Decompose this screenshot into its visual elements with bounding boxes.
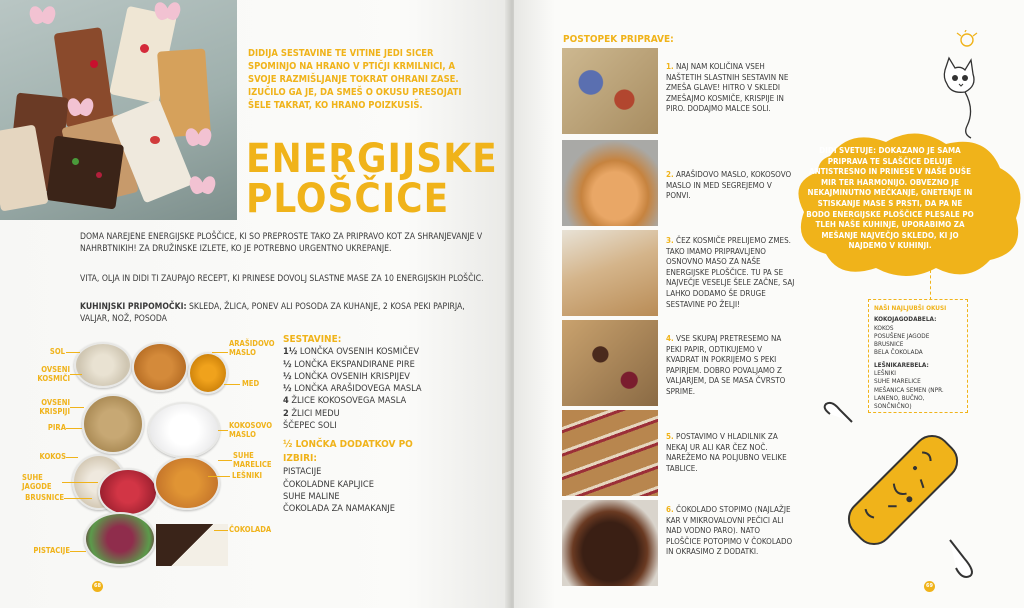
ingredient-item: ½ LONČKA EKSPANDIRANE PIRE — [283, 358, 415, 370]
label-med: MED — [242, 379, 260, 388]
title-line-2: PLOŠČICE — [246, 176, 450, 222]
fav-item: BRUSNICE — [874, 340, 904, 349]
steps-title: POSTOPEK PRIPRAVE: — [563, 34, 674, 45]
label-kokos: KOKOS — [39, 452, 66, 461]
step-photo-5 — [562, 410, 658, 496]
step-5: 5. POSTAVIMO V HLADILNIK ZA NEKAJ UR ALI KAR ČEZ NOČ. NAREŽEMO NA POLJUBNO VELIKE TABLICE. — [666, 432, 787, 473]
step-photo-2 — [562, 140, 658, 226]
ingredient-item: ½ LONČKA OVSENIH KRISPIJEV — [283, 370, 410, 382]
title-line-1: ENERGIJSKE — [246, 136, 498, 182]
fav-item: SUHE MARELICE — [874, 377, 921, 386]
ingredients-title: SESTAVINE: — [283, 334, 342, 345]
kitchen-tools-label: KUHINJSKI PRIPOMOČKI: — [80, 302, 187, 312]
cat-doodle-icon — [935, 30, 985, 140]
label-arasidovo-maslo: ARAŠIDOVO MASLO — [229, 339, 275, 357]
step-photo-1 — [562, 48, 658, 134]
label-ovseni-kosmici: OVSENI KOSMIČI — [37, 365, 70, 383]
label-pistacije: PISTACIJE — [33, 546, 70, 555]
fav-title: NAŠI NAJLJUBŠI OKUSI — [874, 304, 947, 312]
page-title — [246, 136, 498, 222]
fav-group-name: KOKOJAGODABELA: — [874, 315, 937, 324]
label-suhe-jagode: SUHE JAGODE — [22, 473, 52, 491]
label-cokolada: ČOKOLADA — [229, 525, 272, 534]
fav-item: KOKOS — [874, 323, 894, 332]
step-4: 4. VSE SKUPAJ PRETRESEMO NA PEKI PAPIR, ODTIKUJEMO V KVADRAT IN POKRIJEMO S PEKI PAPIRJEM. DOBRO POVALJAMO Z VALJARJEM, DA SE MASA ČVRSTO SPRIME. — [666, 334, 786, 396]
step-6: 6. ČOKOLADO STOPIMO (NAJLAŽJE KAR V MIKROVALOVNI PEČICI ALI NAD VODNO PARO). NATO PLOŠČICE POTOPIMO V ČOKOLADO IN OKRASIMO Z DODATKI. — [666, 505, 793, 557]
step-photo-3 — [562, 230, 658, 316]
optional-list — [283, 466, 473, 515]
optional-item: ČOKOLADA ZA NAMAKANJE — [283, 503, 395, 515]
ingredient-item: 4 ŽLICE KOKOSOVEGA MASLA — [283, 395, 407, 407]
ingredient-item: ŠČEPEC SOLI — [283, 420, 337, 432]
kitchen-tools — [80, 301, 490, 325]
ingredient-item: 2 ŽLICI MEDU — [283, 407, 340, 419]
step-photo-6 — [562, 500, 658, 586]
optional-item: ČOKOLADNE KAPLJICE — [283, 478, 374, 490]
label-lesniki: LEŠNIKI — [232, 471, 263, 480]
page-number-right: 69 — [924, 581, 935, 592]
fav-item: LEŠNIKI — [874, 369, 896, 378]
page-number-left: 68 — [92, 581, 103, 592]
fav-item: POSUŠENE JAGODE — [874, 331, 930, 340]
tip-label: DIDI SVETUJE: — [819, 146, 876, 155]
fav-group-name: LEŠNIKAREBELA: — [874, 360, 929, 369]
tip-text: DIDI SVETUJE: DOKAZANO JE SAMA PRIPRAVA TE SLAŠČICE DELUJE ANTISTRESNO IN PRINESE V NAŠE DUŠE MIR TER HARMONIJO. OBVEZNO JE NEKAJMINUTNO MEČKANJE, GNETENJE IN STISKANJE MASE S PRSTI, DA PA NE BODO ENERGIJSKE PLOŠČICE PLESALE PO TLEH NAŠE KUHINJE, UPORABIMO ZA MEŠANJE NAJVEČJO SKLEDO, KI JO NAJDEMO V KUHINJI. — [806, 146, 974, 251]
favorite-flavors-box — [868, 299, 968, 413]
step-photo-4 — [562, 320, 658, 406]
left-page — [0, 0, 510, 608]
recipe-note-paragraph: VITA, OLJA IN DIDI TI ZAUPAJO RECEPT, KI PRINESE DOVOLJ SLASTNE MASE ZA 10 ENERGIJSKIH PLOŠČIC. — [80, 274, 484, 284]
hero-photo-energy-bars — [0, 0, 237, 220]
optional-title: ½ LONČKA DODATKOV PO IZBIRI: — [283, 439, 413, 465]
label-brusnice: BRUSNICE — [25, 493, 64, 502]
step-1: 1. NAJ NAM KOLIČINA VSEH NAŠTETIH SLASTNIH SESTAVIN NE ZMEŠA GLAVE! HITRO V SKLEDI ZMEŠAJMO KOSMIČE, KRISPIJE IN PIRO. DODAJMO MALCE SOLI. — [666, 62, 789, 114]
description-paragraph: DOMA NAREJENE ENERGIJSKE PLOŠČICE, KI SO PREPROSTE TAKO ZA PRIPRAVO KOT ZA SHRANJEVANJE V NAHRBTNIKIH! ZA DRUŽINSKE IZLETE, KO JE POTREBNO URGENTNO UKREPANJE. — [80, 232, 483, 254]
ingredient-item: 1½ LONČKA OVSENIH KOSMIČEV — [283, 346, 420, 358]
ingredients-photo-grid — [76, 342, 226, 564]
label-pira: PIRA — [47, 423, 66, 432]
intro-text: DIDIJA SESTAVINE TE VITINE JEDI SICER SPOMINJO NA HRANO V PTIČJI KRMILNICI, A SVOJE RAZMIŠLJANJE TOKRAT OHRANI ZASE. IZUČILO GA JE, DA SMEŠ O OKUSU PRESOJATI ŠELE TAKRAT, KO HRANO POIZKUSIŠ. — [248, 48, 462, 111]
label-ovseni-krispiji: OVSENI KRISPIJI — [39, 398, 70, 416]
label-kokosovo-maslo: KOKOSOVO MASLO — [229, 421, 273, 439]
kitchen-tools-text: SKLEDA, ŽLICA, PONEV ALI POSODA ZA KUHANJE, 2 KOSA PEKI PAPIRJA, VALJAR, NOŽ, POSODA — [80, 302, 465, 324]
optional-item: SUHE MALINE — [283, 490, 340, 502]
ingredients-list — [283, 346, 473, 432]
step-2: 2. ARAŠIDOVO MASLO, KOKOSOVO MASLO IN MED SEGREJEMO V PONVI. — [666, 170, 792, 201]
ingredient-item: ½ LONČKA ARAŠIDOVEGA MASLA — [283, 383, 422, 395]
step-3: 3. ČEZ KOSMIČE PRELIJEMO ZMES. TAKO IMAMO PRIPRAVLJENO OSNOVNO MASO ZA NAŠE ENERGIJSKE PLOŠČICE. TU PA SE NAJVEČJE VESELJE ŠELE ZAČNE, SAJ LAHKO DODAMO ŠE DRUGE SESTAVINE PO ŽELJI! — [666, 236, 795, 309]
optional-item: PISTACIJE — [283, 466, 322, 478]
ingredients-section — [283, 334, 473, 516]
label-suhe-marelice: SUHE MARELICE — [233, 451, 272, 469]
fav-item: MEŠANICA SEMEN (NPR. LANENO, BUČNO, SONČNIČNO) — [874, 385, 944, 411]
fav-item: BELA ČOKOLADA — [874, 348, 923, 357]
rolling-pin-icon — [818, 400, 988, 580]
label-sol: SOL — [49, 347, 65, 356]
